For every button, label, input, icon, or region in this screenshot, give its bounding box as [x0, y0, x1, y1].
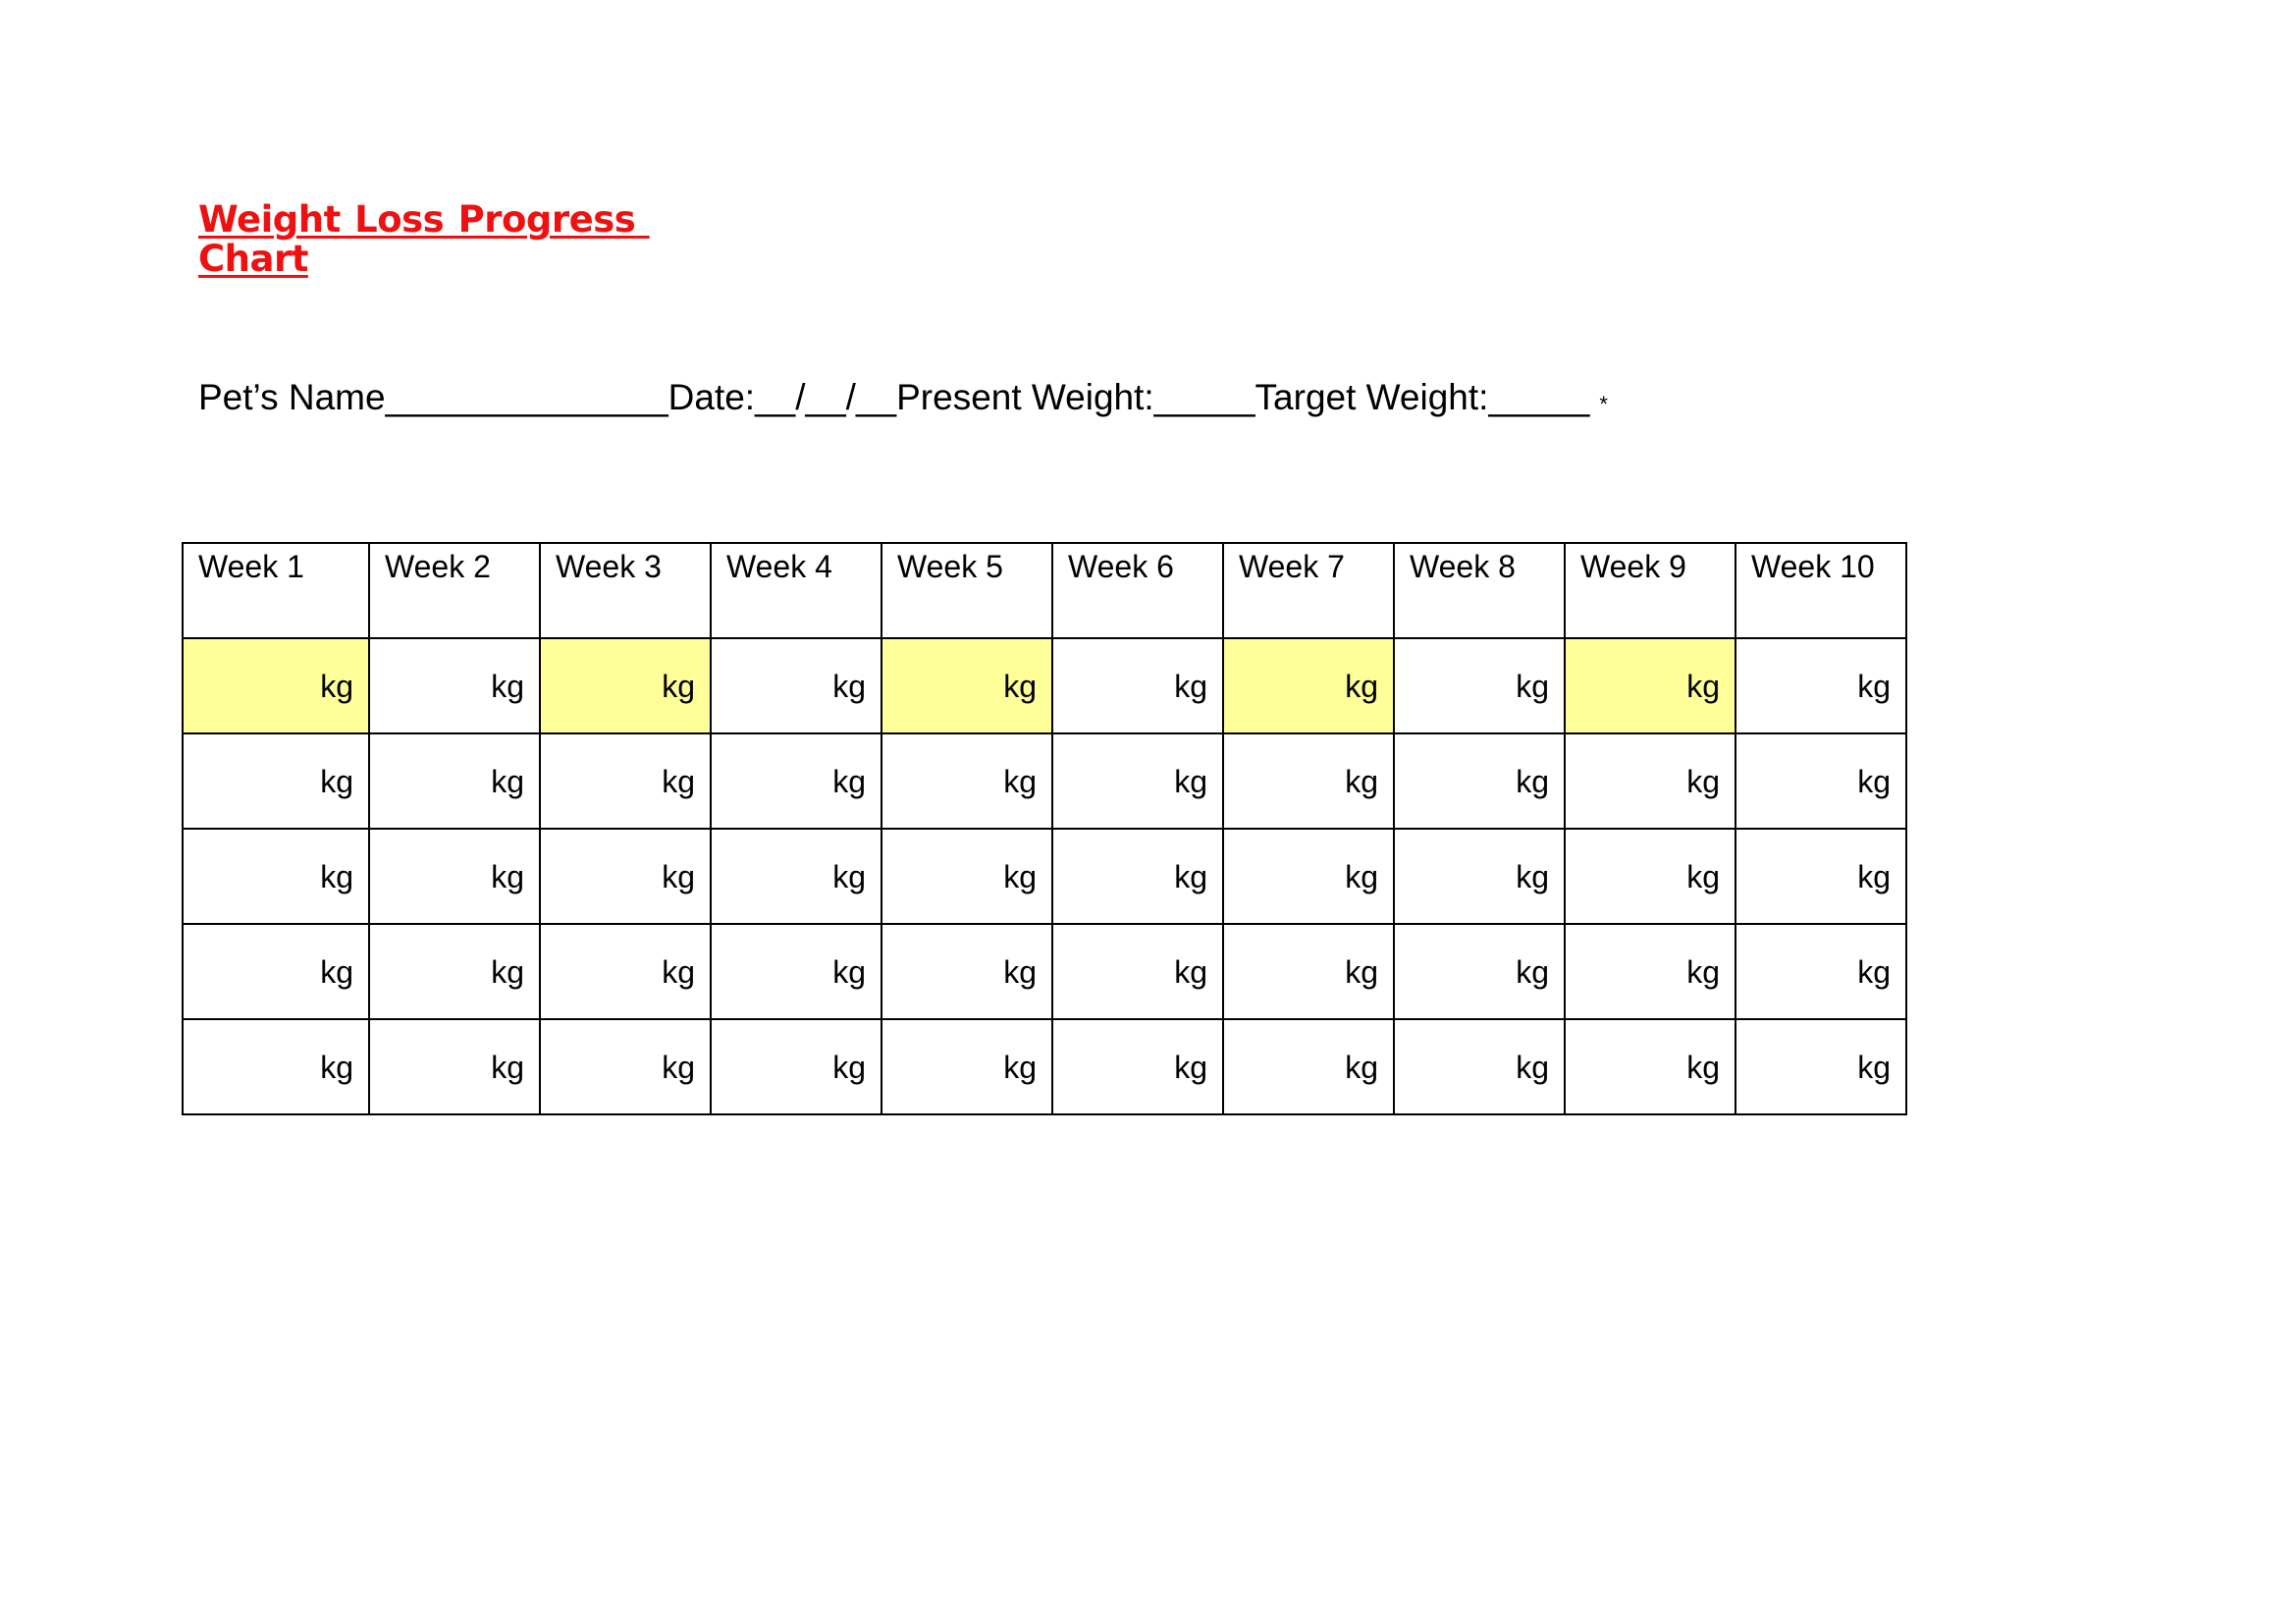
- unit-label: kg: [320, 858, 353, 894]
- weight-cell[interactable]: [1565, 638, 1735, 733]
- weight-cell[interactable]: [1735, 924, 1906, 1019]
- weight-cell[interactable]: [711, 1019, 881, 1114]
- unit-label: kg: [662, 668, 695, 704]
- weight-cell[interactable]: [1565, 733, 1735, 829]
- weight-cell[interactable]: [1394, 1019, 1565, 1114]
- unit-label: kg: [1686, 858, 1720, 894]
- unit-label: kg: [662, 763, 695, 799]
- week-header-1: [183, 543, 369, 638]
- week-header-2: [369, 543, 540, 638]
- weight-cell[interactable]: [711, 733, 881, 829]
- weight-cell[interactable]: [369, 924, 540, 1019]
- unit-label: kg: [1174, 668, 1207, 704]
- unit-label: kg: [1345, 858, 1378, 894]
- week-header-label: Week 4: [726, 549, 832, 584]
- table-row: [183, 1019, 1906, 1114]
- asterisk-marker: *: [1599, 392, 1608, 416]
- weight-cell[interactable]: [540, 733, 711, 829]
- table-row: [183, 829, 1906, 924]
- unit-label: kg: [1857, 1049, 1891, 1085]
- weight-cell[interactable]: [183, 1019, 369, 1114]
- weight-cell[interactable]: [369, 829, 540, 924]
- weight-cell[interactable]: [369, 638, 540, 733]
- unit-label: kg: [832, 668, 866, 704]
- unit-label: kg: [1003, 668, 1037, 704]
- weight-cell[interactable]: [369, 1019, 540, 1114]
- table-row: [183, 924, 1906, 1019]
- unit-label: kg: [662, 1049, 695, 1085]
- week-header-10: [1735, 543, 1906, 638]
- unit-label: kg: [491, 858, 524, 894]
- weight-cell[interactable]: [1394, 829, 1565, 924]
- week-header-label: Week 7: [1239, 549, 1345, 584]
- unit-label: kg: [1857, 763, 1891, 799]
- week-header-3: [540, 543, 711, 638]
- weight-cell[interactable]: [881, 1019, 1052, 1114]
- unit-label: kg: [1857, 858, 1891, 894]
- pet-info-line: [198, 373, 1608, 429]
- weight-cell[interactable]: [881, 733, 1052, 829]
- weight-cell[interactable]: [1735, 733, 1906, 829]
- table-header-row: [183, 543, 1906, 638]
- weight-cell[interactable]: [1394, 733, 1565, 829]
- weight-cell[interactable]: [1735, 829, 1906, 924]
- table-row: [183, 638, 1906, 733]
- weight-cell[interactable]: [540, 829, 711, 924]
- weight-cell[interactable]: [540, 1019, 711, 1114]
- unit-label: kg: [320, 1049, 353, 1085]
- week-header-6: [1052, 543, 1223, 638]
- unit-label: kg: [1516, 668, 1549, 704]
- weight-cell[interactable]: [1565, 1019, 1735, 1114]
- week-header-9: [1565, 543, 1735, 638]
- weight-cell[interactable]: [1223, 829, 1394, 924]
- unit-label: kg: [1857, 668, 1891, 704]
- week-header-4: [711, 543, 881, 638]
- weight-cell[interactable]: [711, 829, 881, 924]
- week-header-8: [1394, 543, 1565, 638]
- unit-label: kg: [320, 668, 353, 704]
- weight-cell[interactable]: [881, 638, 1052, 733]
- weight-cell[interactable]: [1052, 733, 1223, 829]
- weight-cell[interactable]: [1223, 1019, 1394, 1114]
- weight-cell[interactable]: [1223, 733, 1394, 829]
- weight-cell[interactable]: [1052, 924, 1223, 1019]
- weight-cell[interactable]: [1052, 829, 1223, 924]
- weight-progress-table: [182, 542, 1907, 1115]
- weight-cell[interactable]: [1052, 1019, 1223, 1114]
- week-header-label: Week 2: [385, 549, 491, 584]
- unit-label: kg: [1516, 858, 1549, 894]
- weight-cell[interactable]: [881, 829, 1052, 924]
- week-header-7: [1223, 543, 1394, 638]
- unit-label: kg: [1174, 763, 1207, 799]
- weight-cell[interactable]: [1565, 829, 1735, 924]
- unit-label: kg: [1174, 953, 1207, 990]
- unit-label: kg: [491, 1049, 524, 1085]
- unit-label: kg: [1516, 763, 1549, 799]
- unit-label: kg: [1857, 953, 1891, 990]
- weight-cell[interactable]: [183, 638, 369, 733]
- unit-label: kg: [1174, 1049, 1207, 1085]
- weight-cell[interactable]: [711, 924, 881, 1019]
- pet-info-fields: Pet’s Name______________Date:__/__/__Present Weight:_____Target Weight:_____: [198, 377, 1590, 417]
- unit-label: kg: [1003, 763, 1037, 799]
- weight-cell[interactable]: [540, 638, 711, 733]
- unit-label: kg: [1686, 1049, 1720, 1085]
- unit-label: kg: [1003, 858, 1037, 894]
- unit-label: kg: [1345, 1049, 1378, 1085]
- week-header-5: [881, 543, 1052, 638]
- unit-label: kg: [1174, 858, 1207, 894]
- unit-label: kg: [491, 668, 524, 704]
- unit-label: kg: [1686, 763, 1720, 799]
- unit-label: kg: [1516, 1049, 1549, 1085]
- weight-cell[interactable]: [183, 829, 369, 924]
- title-area: [198, 198, 650, 280]
- unit-label: kg: [491, 763, 524, 799]
- unit-label: kg: [662, 953, 695, 990]
- unit-label: kg: [1345, 763, 1378, 799]
- weight-cell[interactable]: [1394, 638, 1565, 733]
- unit-label: kg: [832, 763, 866, 799]
- unit-label: kg: [491, 953, 524, 990]
- unit-label: kg: [320, 763, 353, 799]
- weight-cell[interactable]: [183, 924, 369, 1019]
- unit-label: kg: [1003, 1049, 1037, 1085]
- weight-cell[interactable]: [369, 733, 540, 829]
- weight-cell[interactable]: [540, 924, 711, 1019]
- unit-label: kg: [1516, 953, 1549, 990]
- week-header-label: Week 10: [1751, 549, 1875, 584]
- weight-cell[interactable]: [1735, 638, 1906, 733]
- unit-label: kg: [1686, 953, 1720, 990]
- unit-label: kg: [832, 1049, 866, 1085]
- unit-label: kg: [1345, 668, 1378, 704]
- week-header-label: Week 8: [1410, 549, 1516, 584]
- page-title: Weight Loss Progress Chart: [198, 198, 650, 280]
- weight-cell[interactable]: [1223, 924, 1394, 1019]
- week-header-label: Week 9: [1580, 549, 1686, 584]
- table-row: [183, 733, 1906, 829]
- weight-cell[interactable]: [881, 924, 1052, 1019]
- weight-cell[interactable]: [1052, 638, 1223, 733]
- weight-cell[interactable]: [183, 733, 369, 829]
- unit-label: kg: [832, 858, 866, 894]
- week-header-label: Week 3: [556, 549, 662, 584]
- unit-label: kg: [832, 953, 866, 990]
- unit-label: kg: [1686, 668, 1720, 704]
- unit-label: kg: [1345, 953, 1378, 990]
- unit-label: kg: [662, 858, 695, 894]
- unit-label: kg: [320, 953, 353, 990]
- week-header-label: Week 6: [1068, 549, 1174, 584]
- unit-label: kg: [1003, 953, 1037, 990]
- weight-cell[interactable]: [1565, 924, 1735, 1019]
- week-header-label: Week 1: [198, 549, 304, 584]
- week-header-label: Week 5: [897, 549, 1003, 584]
- weight-cell[interactable]: [1394, 924, 1565, 1019]
- weight-cell[interactable]: [1735, 1019, 1906, 1114]
- weight-cell[interactable]: [1223, 638, 1394, 733]
- weight-cell[interactable]: [711, 638, 881, 733]
